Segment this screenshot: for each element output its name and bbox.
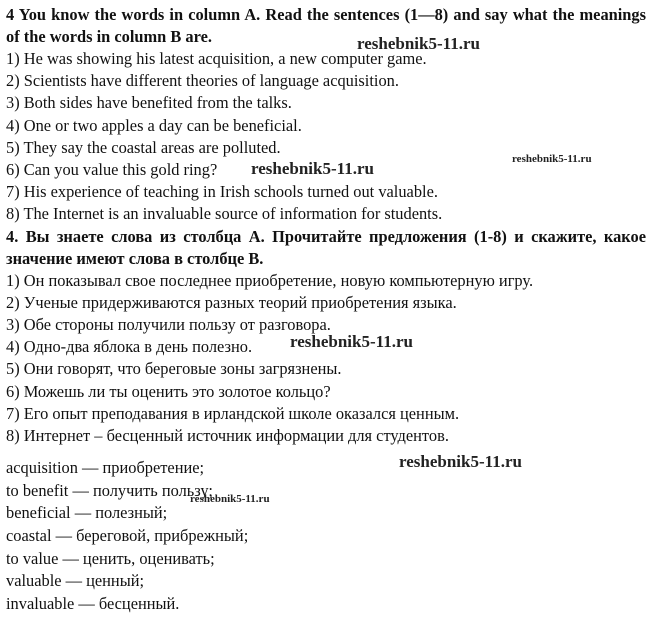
watermark: reshebnik5-11.ru: [251, 159, 374, 178]
exercise-ru-heading: 4. Вы знаете слова из столбца А. Прочитайте предложения (1-8) и скажите, какое значение имеют слова в столбце В.: [6, 226, 646, 268]
exercise-ru-sentence: 7) Его опыт преподавания в ирландской школе оказался ценным.: [6, 403, 460, 423]
watermark: reshebnik5-11.ru: [290, 332, 413, 351]
exercise-en-sentence: 5) They say the coastal areas are polluted.: [6, 137, 281, 157]
exercise-en-sentence: 3) Both sides have benefited from the talks.: [6, 93, 292, 113]
vocabulary-item: acquisition — приобретение;: [6, 458, 205, 478]
exercise-en-sentence: 2) Scientists have different theories of language acquisition.: [6, 71, 399, 91]
vocabulary-item: to value — ценить, оценивать;: [6, 548, 215, 568]
exercise-ru-sentence: 6) Можешь ли ты оценить это золотое кольцо?: [6, 381, 331, 401]
section-spacer: [6, 447, 646, 457]
watermark: reshebnik5-11.ru: [357, 34, 480, 53]
exercise-ru-sentence: 1) Он показывал свое последнее приобретение, новую компьютерную игру.: [6, 270, 534, 290]
exercise-ru-sentence: 5) Они говорят, что береговые зоны загрязнены.: [6, 359, 342, 379]
exercise-ru-sentence: 8) Интернет – бесценный источник информации для студентов.: [6, 426, 449, 446]
exercise-en-sentence: 7) His experience of teaching in Irish schools turned out valuable.: [6, 182, 438, 202]
exercise-en-sentence: 6) Can you value this gold ring?: [6, 160, 218, 180]
exercise-ru-sentence: 4) Одно-два яблока в день полезно.: [6, 337, 253, 357]
exercise-ru-sentence: 3) Обе стороны получили пользу от разговора.: [6, 315, 331, 335]
exercise-ru-sentence: 2) Ученые придерживаются разных теорий приобретения языка.: [6, 292, 457, 312]
vocabulary-item: beneficial — полезный;: [6, 503, 168, 523]
exercise-en-heading: 4 You know the words in column A. Read the sentences (1—8) and say what the meanings of the words in column B are.: [6, 5, 646, 46]
exercise-en-sentence: 8) The Internet is an invaluable source of information for students.: [6, 204, 443, 224]
vocabulary-item: invaluable — бесценный.: [6, 593, 180, 613]
vocabulary-item: coastal — береговой, прибрежный;: [6, 526, 249, 546]
vocabulary-list: [6, 457, 646, 615]
exercise-en-sentence: 4) One or two apples a day can be beneficial.: [6, 115, 302, 135]
exercise-page: [6, 4, 646, 615]
watermark: reshebnik5-11.ru: [399, 452, 522, 471]
watermark: reshebnik5-11.ru: [512, 153, 592, 165]
watermark: reshebnik5-11.ru: [190, 493, 270, 505]
exercise-en-sentence: 1) He was showing his latest acquisition, a new computer game.: [6, 49, 427, 68]
vocabulary-item: valuable — ценный;: [6, 571, 145, 591]
exercise-ru-sentence-list: [6, 270, 646, 448]
vocabulary-item: to benefit — получить пользу;: [6, 480, 213, 500]
exercise-en-sentence-list: [6, 48, 646, 226]
